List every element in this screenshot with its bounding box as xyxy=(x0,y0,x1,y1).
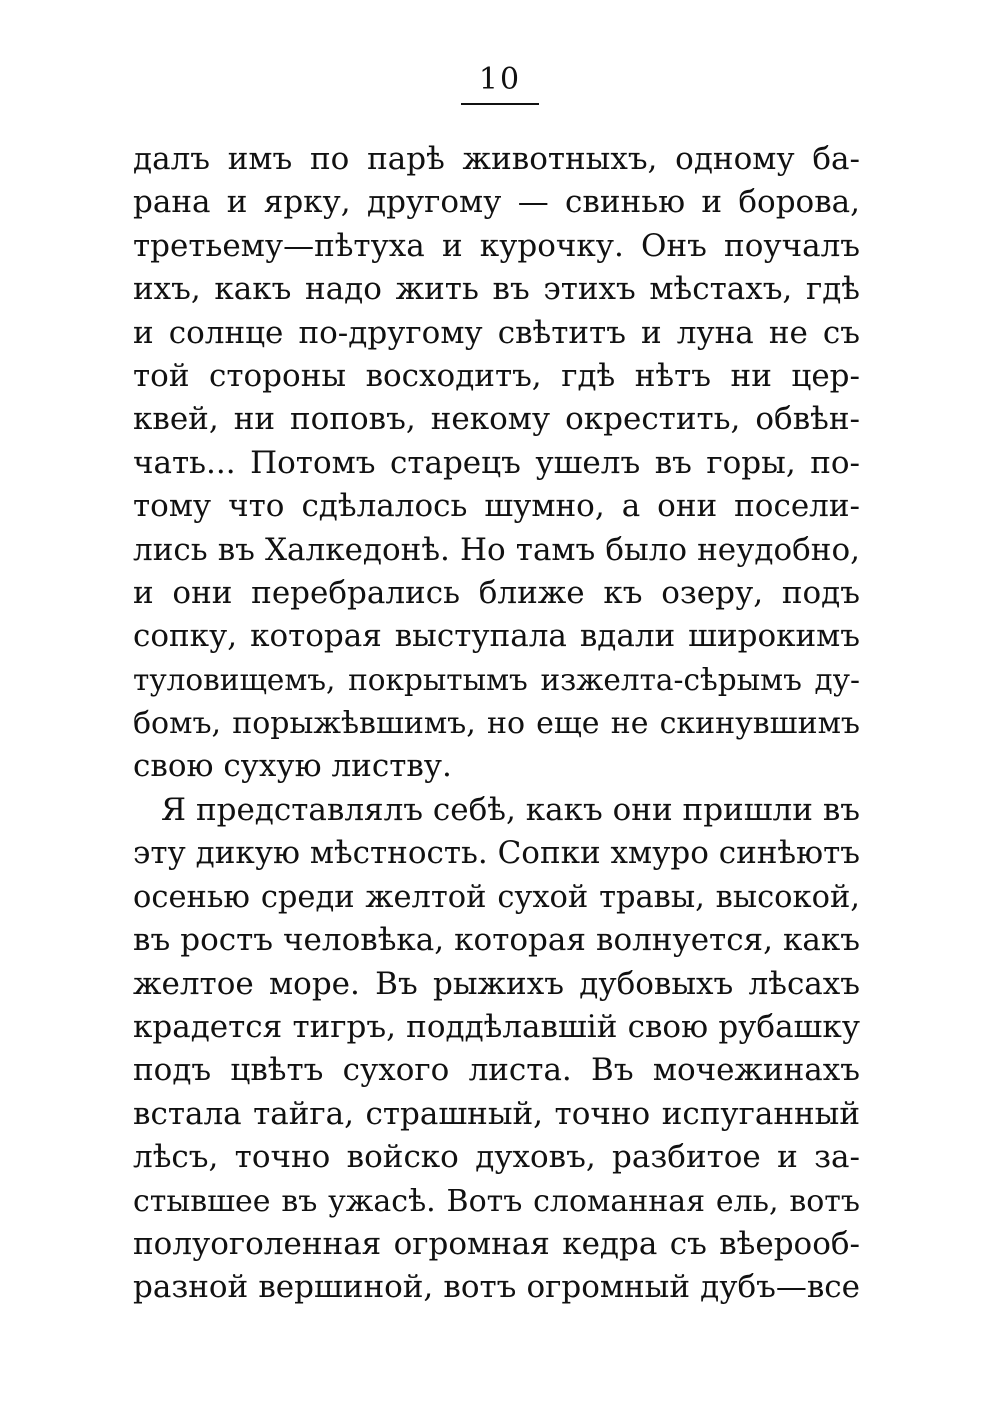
text-line: туловищемъ, покрытымъ изжелта-сѣрымъ ду- xyxy=(133,662,860,697)
text-line: той стороны восходитъ, гдѣ нѣтъ ни цер- xyxy=(133,357,860,394)
text-line: третьему—пѣтуха и курочку. Онъ поучалъ xyxy=(133,227,860,264)
text-line: рана и ярку, другому — свинью и борова, xyxy=(133,184,860,221)
text-line: лѣсъ, точно войско духовъ, разбитое и за- xyxy=(133,1139,860,1176)
text-line: тому что сдѣлалось шумно, а они посели- xyxy=(133,488,860,525)
text-line: крадется тигръ, поддѣлавшій свою рубашку xyxy=(133,1008,860,1045)
page-number: 10 xyxy=(478,62,522,97)
text-line: полуоголенная огромная кедра съ вѣерооб- xyxy=(133,1225,860,1262)
page-number-rule xyxy=(461,103,539,105)
text-line: желтое море. Въ рыжихъ дубовыхъ лѣсахъ xyxy=(133,965,860,1002)
text-line: сопку, которая выступала вдали широкимъ xyxy=(133,618,860,655)
text-line: бомъ, порыжѣвшимъ, но еще не скинувшимъ xyxy=(133,706,860,742)
text-line: эту дикую мѣстность. Сопки хмуро синѣютъ xyxy=(133,835,860,872)
text-line: далъ имъ по парѣ животныхъ, одному ба- xyxy=(133,141,860,177)
text-line: разной вершиной, вотъ огромный дубъ—все xyxy=(133,1269,860,1306)
text-line: встала тайга, страшный, точно испуганный xyxy=(133,1095,860,1132)
text-line: стывшее въ ужасѣ. Вотъ сломанная ель, вотъ xyxy=(133,1183,860,1219)
text-line: и солнце по-другому свѣтитъ и луна не съ xyxy=(133,314,860,351)
paragraph-1 xyxy=(133,138,860,789)
text-line: ихъ, какъ надо жить въ этихъ мѣстахъ, гдѣ xyxy=(133,271,860,308)
text-line: Я представлялъ себѣ, какъ они пришли въ xyxy=(161,792,860,828)
text-line: подъ цвѣтъ сухого листа. Въ мочежинахъ xyxy=(133,1052,860,1089)
text-line: осенью среди желтой сухой травы, высокой, xyxy=(133,879,860,915)
text-line: чать... Потомъ старецъ ушелъ въ горы, по- xyxy=(133,444,860,481)
text-line: свою сухую листву. xyxy=(133,748,452,785)
text-line: квей, ни поповъ, некому окрестить, обвѣн- xyxy=(133,401,860,438)
text-line: и они перебрались ближе къ озеру, подъ xyxy=(133,574,860,611)
text-line: лись въ Халкедонѣ. Но тамъ было неудобно, xyxy=(133,531,860,568)
paragraph-2 xyxy=(133,789,860,1310)
text-line: въ ростъ человѣка, которая волнуется, какъ xyxy=(133,922,860,959)
